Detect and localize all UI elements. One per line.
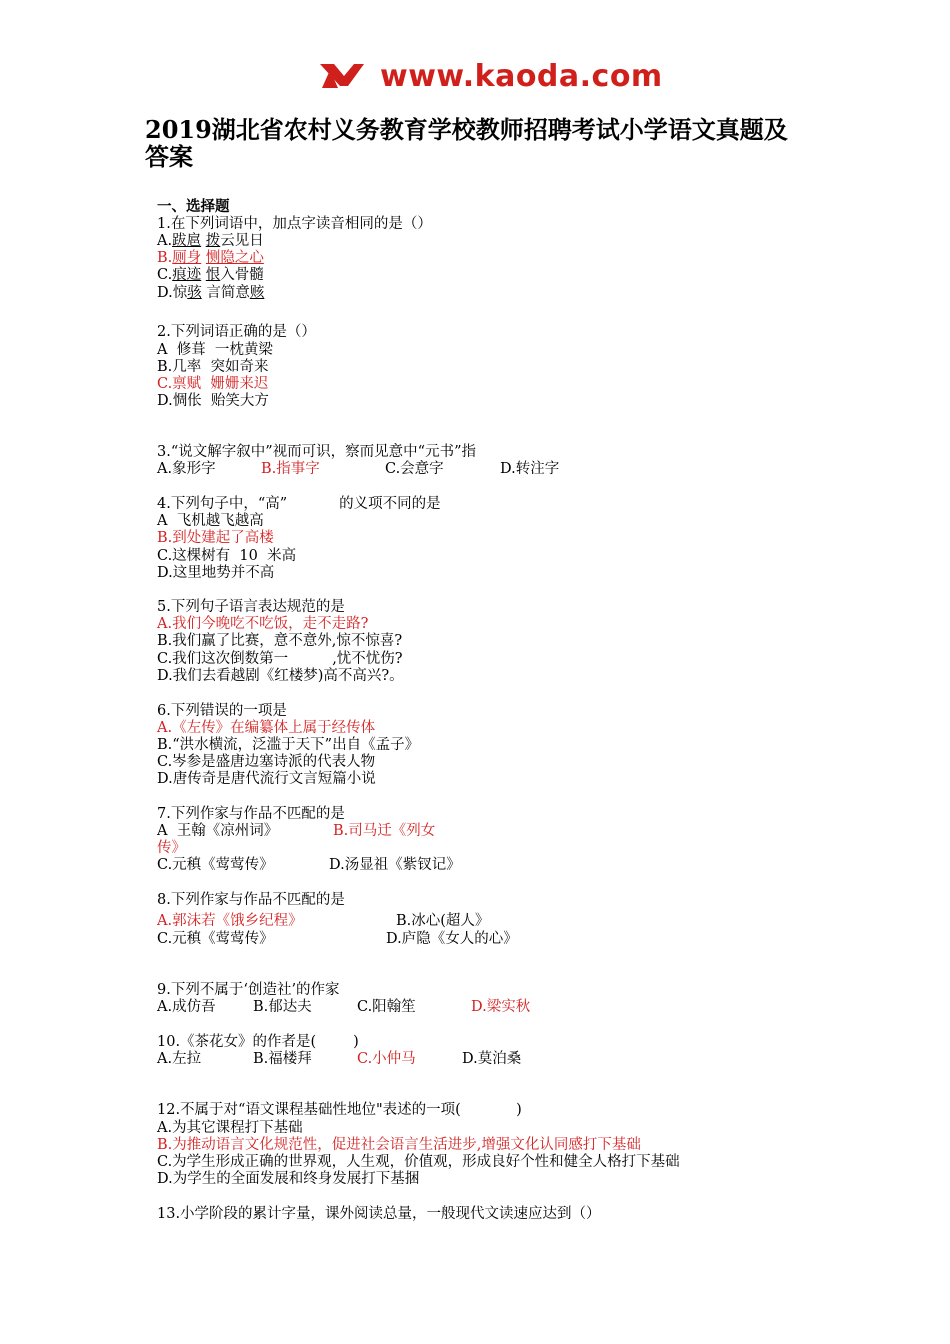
q10-option-d: D.莫泊桑	[462, 1051, 522, 1067]
q10-stem: 10.《茶花女》的作者是( )	[157, 1034, 359, 1050]
q3-option-c: C.会意字	[385, 461, 444, 477]
q12-option-a: A.为其它课程打下基础	[157, 1120, 303, 1136]
q1-stem: 1.在下列词语中，加点字读音相同的是（）	[157, 216, 432, 232]
q9-stem: 9.下列不属于‘创造社’的作家	[157, 982, 340, 998]
q1-option-a: A.跋扈 拨云见日	[157, 233, 264, 249]
q5-option-b: B.我们赢了比赛，意不意外,惊不惊喜?	[157, 633, 403, 649]
q5-stem: 5.下列句子语言表达规范的是	[157, 599, 345, 615]
q5-option-d: D.我们去看越剧《红楼梦)高不高兴?。	[157, 668, 404, 684]
q1-option-d: D.惊骇 言简意赅	[157, 285, 265, 301]
q7-option-c: C.元稹《莺莺传》	[157, 857, 274, 873]
q6-option-a: A.《左传》在编纂体上属于经传体	[157, 720, 376, 736]
q2-option-c: C.禀赋 姗姗来迟	[157, 376, 269, 392]
q3-stem: 3.“说文解字叙中”视而可识，察而见意中“元书”指	[157, 444, 476, 460]
q7-option-a: A 王翰《凉州词》	[157, 823, 279, 839]
q2-option-d: D.惆伥 贻笑大方	[157, 393, 269, 409]
q1-option-b: B.厕身 恻隐之心	[157, 250, 264, 266]
q12-option-b: B.为推动语言文化规范性，促进社会语言生活进步,增强文化认同感打下基础	[157, 1137, 641, 1153]
q6-option-c: C.岑参是盛唐边塞诗派的代表人物	[157, 754, 376, 770]
q4-option-c: C.这棵树有 10 米高	[157, 548, 297, 564]
logo-url: www.kaoda.com	[380, 59, 663, 94]
q2-option-b: B.几率 突如奇来	[157, 359, 269, 375]
page-title: 2019湖北省农村义务教育学校教师招聘考试小学语文真题及答案	[145, 115, 788, 171]
q9-option-c: C.阳翰笙	[357, 999, 416, 1015]
q10-option-c: C.小仲马	[357, 1051, 416, 1067]
q4-option-d: D.这里地势并不高	[157, 565, 275, 581]
q4-option-b: B.到处建起了高楼	[157, 530, 274, 546]
q6-stem: 6.下列错误的一项是	[157, 703, 287, 719]
logo-mark-icon	[320, 62, 376, 88]
q4-stem: 4.下列句子中，“高” 的义项不同的是	[157, 496, 441, 512]
q5-option-a: A.我们今晚吃不吃饭，走不走路?	[157, 616, 369, 632]
q7-option-d: D.汤显祖《紫钗记》	[329, 857, 461, 873]
q12-stem: 12.不属于对“语文课程基础性地位"表述的一项( )	[157, 1102, 522, 1118]
q5-option-c: C.我们这次倒数第一 ,忧不忧伤?	[157, 651, 403, 667]
q13-stem: 13.小学阶段的累计字量，课外阅读总量，一般现代文读速应达到（）	[157, 1206, 601, 1222]
q3-option-a: A.象形字	[157, 461, 216, 477]
section-heading: 一、选择题	[157, 198, 230, 215]
q7-option-b: B.司马迁《列女	[333, 823, 436, 839]
q6-option-b: B.“洪水横流，泛滥于天下”出自《孟子》	[157, 737, 420, 753]
q4-option-a: A 飞机越飞越高	[157, 513, 264, 529]
q8-option-a: A.郭沫若《饿乡纪程》	[157, 913, 303, 929]
kaoda-logo	[320, 58, 663, 96]
q10-option-b: B.福楼拜	[253, 1051, 312, 1067]
q7-stem: 7.下列作家与作品不匹配的是	[157, 806, 345, 822]
q2-option-a: A 修葺 一枕黄梁	[157, 342, 273, 358]
q12-option-c: C.为学生形成正确的世界观，人生观，价值观，形成良好个性和健全人格打下基础	[157, 1154, 680, 1170]
q8-option-c: C.元稹《莺莺传》	[157, 931, 274, 947]
q7-option-b-cont: 传》	[157, 840, 186, 856]
q10-option-a: A.左拉	[157, 1051, 202, 1067]
q8-option-b: B.冰心(超人》	[396, 913, 490, 929]
q6-option-d: D.唐传奇是唐代流行文言短篇小说	[157, 771, 376, 787]
q8-option-d: D.庐隐《女人的心》	[386, 931, 518, 947]
q9-option-b: B.郁达夫	[253, 999, 312, 1015]
q9-option-d: D.梁实秋	[471, 999, 531, 1015]
q12-option-d: D.为学生的全面发展和终身发展打下基捆	[157, 1171, 420, 1187]
q9-option-a: A.成仿吾	[157, 999, 216, 1015]
q3-option-b: B.指事字	[261, 461, 320, 477]
q1-option-c: C.痕迹 恨入骨髓	[157, 267, 264, 283]
q2-stem: 2.下列词语正确的是（）	[157, 324, 316, 340]
q3-option-d: D.转注字	[500, 461, 560, 477]
q8-stem: 8.下列作家与作品不匹配的是	[157, 892, 345, 908]
